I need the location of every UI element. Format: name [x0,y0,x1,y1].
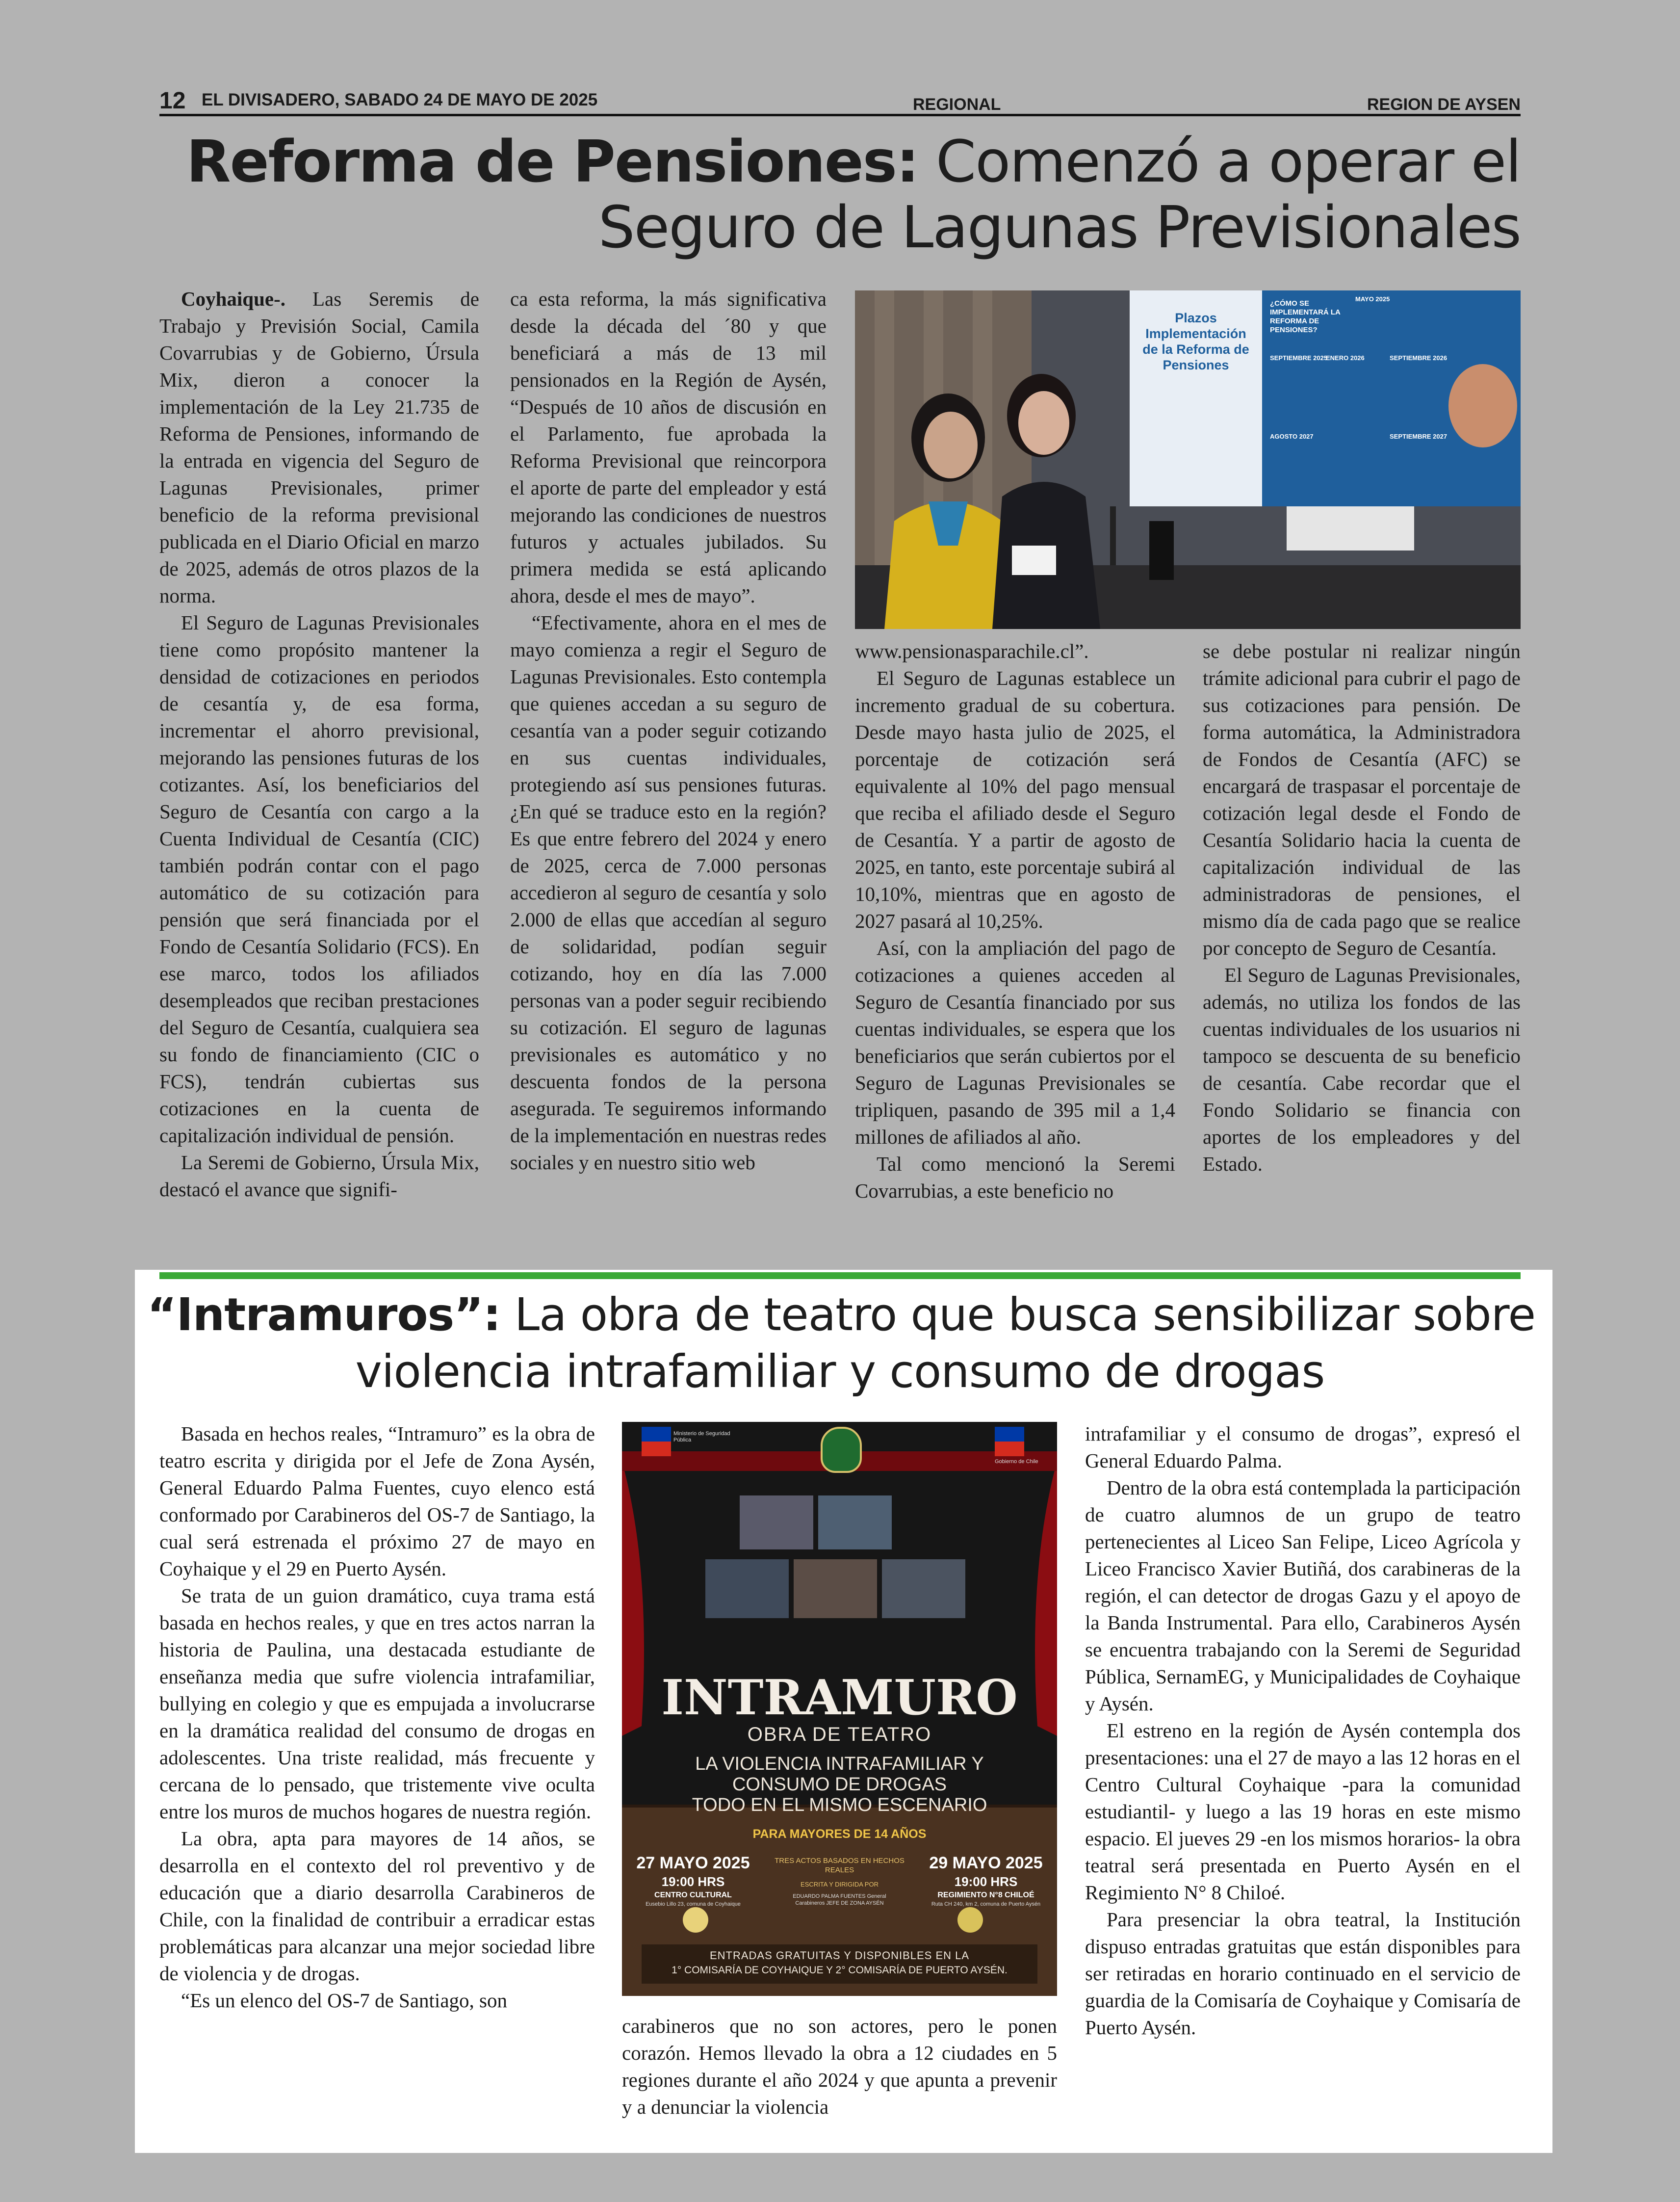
article2-paragraph: Dentro de la obra está contemplada la participación de cuatro alumnos de un grupo de teatro pertenecientes al Liceo San Felipe, Liceo Agrícola y Liceo Francisco Xavier Butiñá, dos carabineras de la región, el can detector de drogas Gazu y el apoyo de la Banda Instrumental. Para ello, Carabineros Aysén se encuentra trabajando con la Seremi de Seguridad Pública, SernamEG, y Municipalidades de Coyhaique y Aysén. [1085,1476,1521,1715]
poster-subtitle: OBRA DE TEATRO [747,1724,932,1745]
publication-date: EL DIVISADERO, SABADO 24 DE MAYO DE 2025 [202,90,598,109]
article1-headline-bold: Reforma de Pensiones: [186,128,919,195]
article1-paragraph: www.pensionasparachile.cl”. [855,640,1089,662]
article1-paragraph: La Seremi de Gobierno, Úrsula Mix, destacó el avance que signifi- [159,1151,479,1201]
slide-panel [1262,290,1521,506]
page-number: 12 [159,88,186,114]
article2-headline-line2: violencia intrafamiliar y consumo de drogas [355,1345,1325,1398]
slide-title: Plazos Implementación de la Reforma de Pensiones [1142,311,1249,372]
poster-date-2: 29 MAYO 2025 [929,1854,1043,1872]
section-label: REGIONAL [913,95,1001,114]
slide-card: SEPTIEMBRE 2027 [1390,433,1447,440]
projected-slide [1130,290,1521,506]
poster-address-1: Eusebio Lillo 23, comuna de Coyhaique [646,1901,741,1907]
article2-green-bar [159,1272,1521,1279]
article1-column-2 [510,286,827,1176]
slide-card: SEPTIEMBRE 2026 [1390,354,1447,362]
slide-card: MAYO 2025 [1355,295,1390,303]
poster-time-1: 19:00 HRS [661,1874,725,1889]
slide-card: ENERO 2026 [1326,354,1365,362]
poster-tagline-2: CONSUMO DE DROGAS [732,1774,947,1795]
gov-label-2: Gobierno de Chile [995,1459,1038,1465]
slide-card: AGOSTO 2027 [1270,433,1314,440]
article2-paragraph: intrafamiliar y el consumo de drogas”, expresó el General Eduardo Palma. [1085,1422,1521,1472]
page-header [159,87,1521,114]
article2-headline-bold: “Intramuros”: [147,1288,501,1341]
poster-date-1: 27 MAYO 2025 [636,1854,750,1872]
article2-paragraph: “Es un elenco del OS-7 de Santiago, son [181,1989,507,2012]
article2-headline [147,1286,1536,1400]
slide-card: SEPTIEMBRE 2025 [1270,354,1328,362]
article1-column-4 [1203,638,1521,1178]
poster-tagline-3: TODO EN EL MISMO ESCENARIO [692,1795,987,1815]
article1-paragraph: se debe postular ni realizar ningún trámite adicional para cubrir el pago de sus cotizaciones para pensión. De forma automática, la Administradora de Fondos de Cesantía (AFC) se encargará de traspasar el porcentaje de cotización legal desde el Fondo de Cesantía Solidario hacia la cuenta de capitalización individual de las administradoras de pensiones, el mismo día de cada pago que se realice por concepto de Seguro de Cesantía. [1203,640,1521,959]
article2-paragraph: La obra, apta para mayores de 14 años, se desarrolla en el contexto del rol preventivo y de educación que a diario desarrolla Carabineros de Chile, con la finalidad de contribuir a erradicar estas problemáticas para alcanzar una mejor sociedad libre de violencia y de drogas. [159,1827,595,1985]
press-conference-photo [855,290,1521,629]
article2-paragraph: carabineros que no son actores, pero le ponen corazón. Hemos llevado la obra a 12 ciudades en 5 regiones durante el año 2024 y que apunta a prevenir y a denunciar la violencia [622,2015,1057,2118]
article1-paragraph: ca esta reforma, la más significativa desde la década del ´80 y que beneficiará a más de 13 mil pensionados en la Región de Aysén, “Después de 10 años de discusión en el Parlamento, fue aprobada la Reforma Previsional que reincorpora el aporte de parte del empleador y está mejorando las condiciones de nuestros futuros y actuales jubilados. Su primera medida se está aplicando ahora, desde el mes de mayo”. [510,288,827,607]
gov-label-1: Ministerio de Seguridad Pública [673,1431,730,1443]
poster-venue-1: CENTRO CULTURAL [654,1891,732,1899]
article1-paragraph: Las Seremis de Trabajo y Previsión Social, Camila Covarrubias y de Gobierno, Úrsula Mix, dieron a conocer la implementación de la Ley 21.735 de Reforma de Pensiones, informando de la entrada en vigencia del Seguro de Lagunas Previsionales, primer beneficio de la reforma previsional publicada en el Diario Oficial en marzo de 2025, además de otros plazos de la norma. [159,288,479,607]
article2-column-3 [1085,1420,1521,2041]
slide-question: ¿CÓMO SE IMPLEMENTARÁ LA REFORMA DE PENSIONES? [1270,299,1341,334]
poster-age-label: PARA MAYORES DE 14 AÑOS [752,1827,927,1841]
chile-flag-icon [642,1427,671,1456]
article1-headline-rest: Comenzó a operar el [935,128,1521,195]
article1-paragraph: El Seguro de Lagunas Previsionales tiene como propósito mantener la densidad de cotizaciones en periodos de cesantía y, de esa forma, incrementar el ahorro previsional, mejorando las pensiones futuras de los cotizantes. Así, los beneficiarios del Seguro de Cesantía con cargo a la Cuenta Individual de Cesantía (CIC) también podrán contar con el pago automático de su cotización para pensión que será financiada por el Fondo de Cesantía Solidario (FCS). En ese marco, todos los afiliados desempleados que reciban prestaciones del Seguro de Cesantía, cualquiera sea su fondo de financiamiento (CIC o FCS), tendrán cubiertas sus cotizaciones en la cuenta de capitalización individual de pensión. [159,611,479,1147]
poster-footer-1: ENTRADAS GRATUITAS Y DISPONIBLES EN LA [709,1949,970,1962]
article1-paragraph: Así, con la ampliación del pago de cotizaciones a quienes acceden al Seguro de Cesantía financiado por sus cuentas individuales, se espera que los beneficiarios que serán cubiertos por el Seguro de Lagunas Previsionales se tripliquen, pasando de 395 mil a 1,4 millones de afiliados al año. [855,937,1175,1148]
article2-paragraph: Basada en hechos reales, “Intramuro” es la obra de teatro escrita y dirigida por el Jefe de Zona Aysén, General Eduardo Palma Fuentes, cuyo elenco está conformado por Carabineros del OS-7 de Santiago, la cual será estrenada el próximo 27 de mayo en Coyhaique y el 29 en Puerto Aysén. [159,1422,595,1580]
article2-column-2 [622,2013,1057,2121]
poster-center-3: EDUARDO PALMA FUENTES General Carabineros JEFE DE ZONA AYSÉN [793,1893,886,1906]
poster-footer-2: 1° COMISARÍA DE COYHAIQUE Y 2° COMISARÍA DE PUERTO AYSÉN. [672,1965,1008,1976]
article1-dateline: Coyhaique-. [181,288,286,310]
article2-paragraph: Se trata de un guion dramático, cuya trama está basada en hechos reales, y que en tres actos narran la historia de Paulina, una destacada estudiante de enseñanza media que sufre violencia intrafamiliar, bullying en colegio y que es empujada a involucrarse en la dramática realidad del consumo de drogas en adolescentes. Una triste realidad, más frecuente y cercana de lo pensado, que tristemente vive oculta entre los muros de muchos hogares de nuestra región. [159,1584,595,1823]
article1-column-1 [159,286,479,1203]
article2-paragraph: Para presenciar la obra teatral, la Institución dispuso entradas gratuitas que están disponibles para ser retiradas en horario continuado en el servicio de guardia de la Comisaría de Coyhaique y Comisaría de Puerto Aysén. [1085,1908,1521,2039]
article2-paragraph: El estreno en la región de Aysén contempla dos presentaciones: una el 27 de mayo a las 12 horas en el Centro Cultural Coyhaique -para la comunidad estudiantil- y luego a las 19 horas en este mismo espacio. El jueves 29 -en los mismos horarios- la obra teatral será presentada en Puerto Aysén en el Regimiento N° 8 Chiloé. [1085,1719,1521,1904]
article1-paragraph: Tal como mencionó la Seremi Covarrubias, a este beneficio no [855,1153,1175,1202]
article2-headline-rest: La obra de teatro que busca sensibilizar sobre [514,1288,1536,1341]
header-rule [159,114,1521,116]
poster-tagline-1: LA VIOLENCIA INTRAFAMILIAR Y [695,1754,984,1774]
poster-title: INTRAMURO [661,1670,1018,1726]
intramuro-poster [622,1422,1057,1996]
article1-paragraph: “Efectivamente, ahora en el mes de mayo comienza a regir el Seguro de Lagunas Previsionales. Esto contempla que quienes accedan a su seguro de cesantía van a poder seguir cotizando en sus cuentas individuales, protegiendo así sus pensiones futuras. ¿En qué se traduce esto en la región? Es que entre febrero del 2024 y enero de 2025, cerca de 7.000 personas accedieron al seguro de cesantía y solo 2.000 de ellas que accedían al seguro de solidaridad, podían seguir cotizando, hoy en día las 7.000 personas van a poder seguir recibiendo su cotización. El seguro de lagunas previsionales es automático y no descuenta fondos de la persona asegurada. Te seguiremos informando de la implementación en nuestras redes sociales y en nuestro sitio web [510,611,827,1174]
article1-headline-line2: Seguro de Lagunas Previsionales [598,193,1521,261]
poster-address-2: Ruta CH 240, km 2, comuna de Puerto Aysén [931,1901,1041,1907]
article2-column-1 [159,1420,595,2014]
article1-headline [159,129,1521,260]
poster-time-2: 19:00 HRS [954,1874,1018,1889]
article1-paragraph: El Seguro de Lagunas Previsionales, además, no utiliza los fondos de las cuentas individuales de los usuarios ni tampoco se descuenta de su beneficio de cesantía. Cabe recordar que el Fondo Solidario se financia con aportes de los empleadores y del Estado. [1203,964,1521,1175]
carabineros-badge-icon [821,1427,862,1473]
poster-center-1: TRES ACTOS BASADOS EN HECHOS REALES [775,1857,905,1874]
article1-column-3 [855,638,1175,1205]
poster-venue-2: REGIMIENTO N°8 CHILOÉ [937,1891,1034,1899]
slide-person-photo [1448,364,1517,447]
poster-center-2: ESCRITA Y DIRIGIDA POR [801,1881,879,1888]
chile-flag-icon [995,1427,1024,1456]
article1-paragraph: El Seguro de Lagunas establece un incremento gradual de su cobertura. Desde mayo hasta julio de 2025, el porcentaje de cotización será equivalente al 10% del pago mensual que reciba el afiliado desde el Seguro de Cesantía. Y a partir de agosto de 2025, en tanto, este porcentaje subirá al 10,10%, mientras que en agosto de 2027 pasará al 10,25%. [855,667,1175,932]
region-label: REGION DE AYSEN [1367,95,1521,114]
